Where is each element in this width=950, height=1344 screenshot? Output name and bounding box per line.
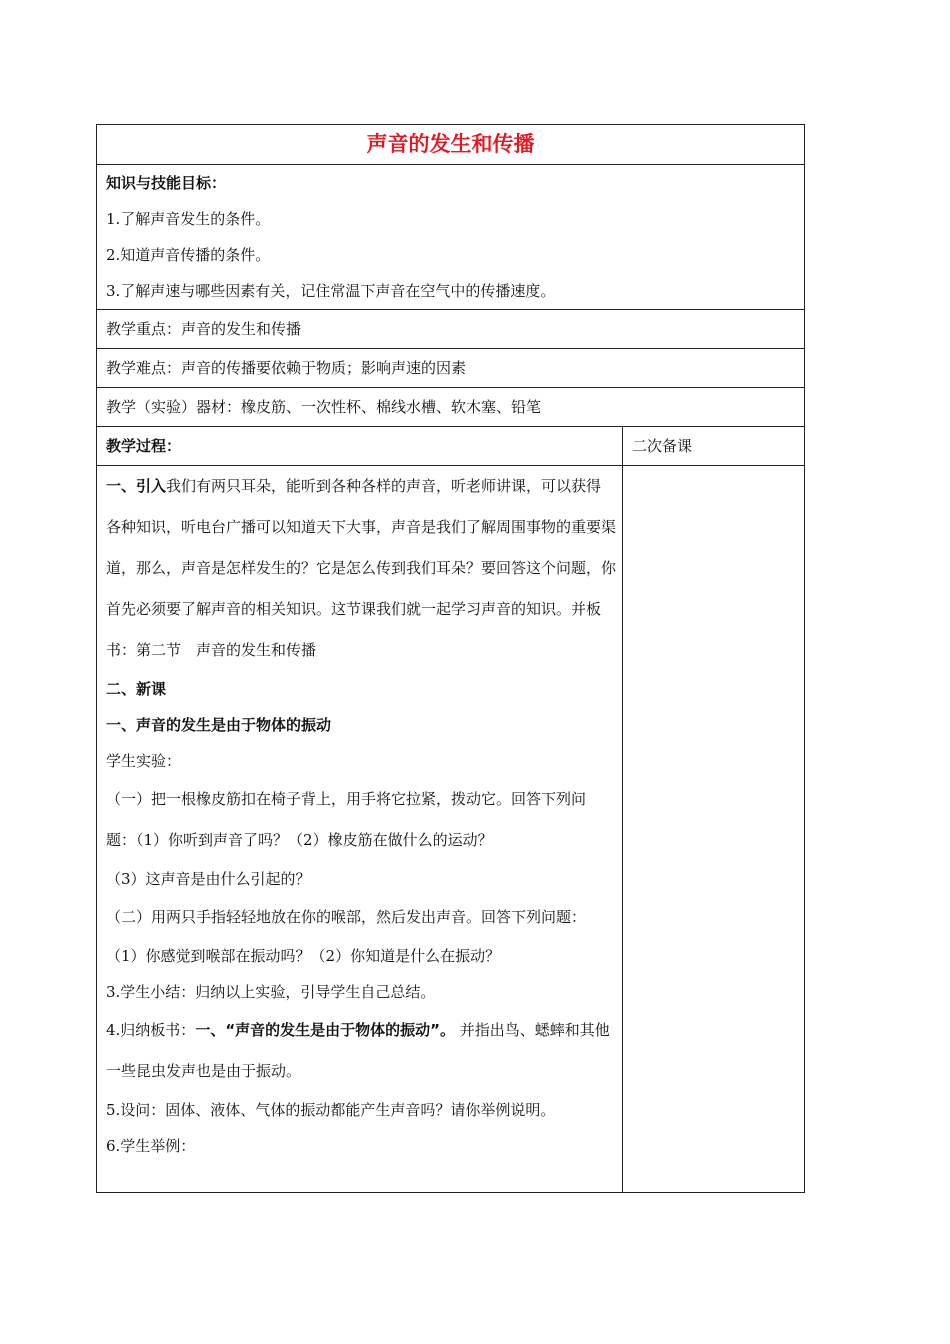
intro-paragraph <box>97 466 622 671</box>
new-lesson-heading: 二、新课 <box>106 680 167 698</box>
difficulty-cell <box>97 349 805 388</box>
process-heading: 教学过程： <box>106 437 182 455</box>
experiment-2: （二）用两只手指轻轻地放在你的喉部，然后发出声音。回答下列问题： <box>106 908 587 926</box>
intro-label: 一、引入 <box>106 477 167 495</box>
key-point-text: 教学重点：声音的发生和传播 <box>106 320 302 338</box>
lesson-plan-table <box>96 124 805 1193</box>
materials-text: 教学（实验）器材：橡皮筋、一次性杯、棉线水槽、软木塞、铅笔 <box>106 398 542 416</box>
side-heading-cell <box>623 427 805 466</box>
objective-item: 1.了解声音发生的条件。 <box>106 210 271 228</box>
process-heading-cell <box>97 427 623 466</box>
key-point-cell <box>97 310 805 349</box>
side-heading: 二次备课 <box>632 437 693 455</box>
experiment-1-question-3: （3）这声音是由什么引起的？ <box>106 870 311 888</box>
board-summary <box>97 1010 622 1092</box>
board-suffix: 并指出鸟、蟋蟀和其他一些昆虫发声也是由于振动。 <box>106 1021 610 1080</box>
title-cell <box>97 125 805 165</box>
objective-item: 2.知道声音传播的条件。 <box>106 246 271 264</box>
lesson-plan-sheet <box>96 124 804 1193</box>
examples-text: 6.学生举例： <box>106 1137 196 1155</box>
difficulty-text: 教学难点：声音的传播要依赖于物质；影响声速的因素 <box>106 359 467 377</box>
objectives-heading: 知识与技能目标： <box>106 174 227 192</box>
experiment-2-questions: （1）你感觉到喉部在振动吗？（2）你知道是什么在振动？ <box>106 947 501 965</box>
side-notes-cell <box>623 466 805 1193</box>
student-experiment-label: 学生实验： <box>106 752 182 770</box>
board-prefix: 4.归纳板书： <box>106 1021 196 1039</box>
process-body-cell <box>97 466 623 1193</box>
experiment-1: （一）把一根橡皮筋扣在椅子背上，用手将它拉紧，拨动它。回答下列问题：（1）你听到声音了吗？（2）橡皮筋在做什么的运动？ <box>106 790 587 849</box>
question-text: 5.设问：固体、液体、气体的振动都能产生声音吗？请你举例说明。 <box>106 1101 556 1119</box>
intro-text: 我们有两只耳朵，能听到各种各样的声音，听老师讲课，可以获得各种知识，听电台广播可以知道天下大事，声音是我们了解周围事物的重要渠道，那么，声音是怎样发生的？它是怎么传到我们耳朵？要回答这个问题，你首先必须要了解声音的相关知识。这节课我们就一起学习声音的知识。并板书：第二节 声音的发生和传播 <box>106 477 617 659</box>
section-heading: 一、声音的发生是由于物体的振动 <box>106 716 332 734</box>
page-title: 声音的发生和传播 <box>366 132 535 156</box>
objectives-cell <box>97 165 805 310</box>
objective-item: 3.了解声速与哪些因素有关，记住常温下声音在空气中的传播速度。 <box>106 282 556 300</box>
board-bold: 一、“声音的发生是由于物体的振动”。 <box>195 1021 456 1039</box>
student-summary: 3.学生小结：归纳以上实验，引导学生自己总结。 <box>106 983 436 1001</box>
materials-cell <box>97 388 805 427</box>
